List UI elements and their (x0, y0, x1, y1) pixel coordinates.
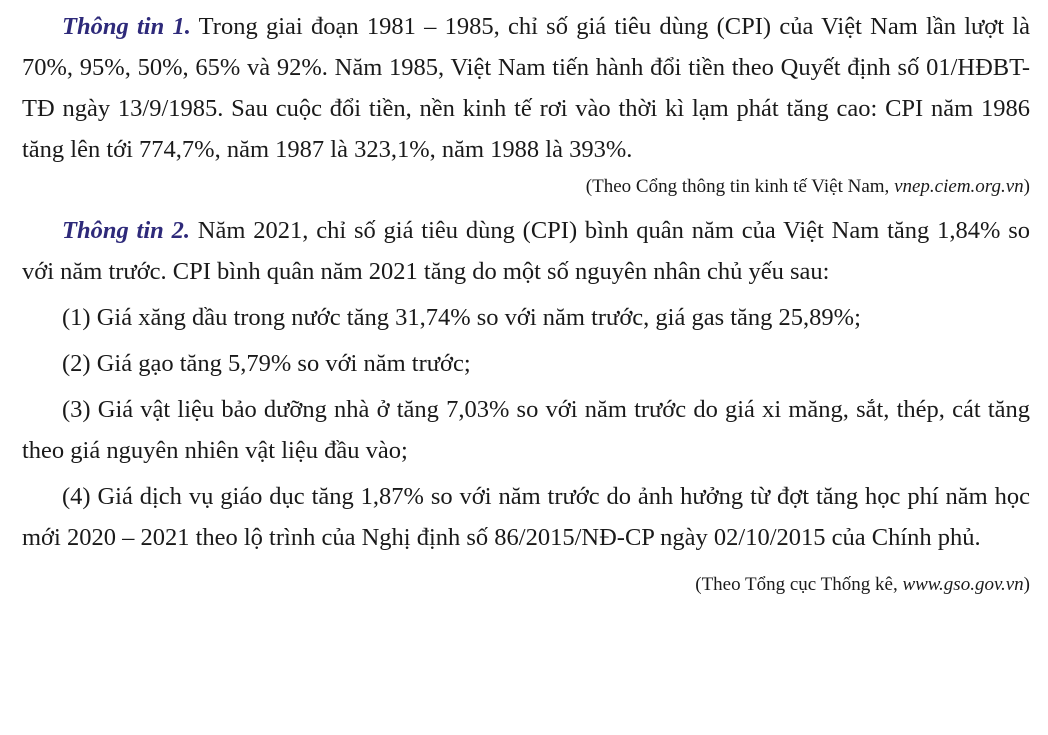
info2-source-suffix: ) (1023, 574, 1030, 595)
info2-paragraph (22, 210, 1030, 292)
info2-item-2: (2) Giá gạo tăng 5,79% so với năm trước; (62, 350, 471, 377)
info2-source (22, 570, 1030, 600)
info1-source-suffix: ) (1023, 176, 1030, 197)
info1-source-site: vnep.ciem.org.vn (894, 176, 1024, 197)
info1-label: Thông tin 1. (62, 13, 191, 40)
info1-source-prefix: (Theo Cổng thông tin kinh tế Việt Nam, (585, 176, 895, 197)
document-page (22, 6, 1030, 600)
info2-source-prefix: (Theo Tổng cục Thống kê, (695, 574, 903, 595)
info2-item-3: (3) Giá vật liệu bảo dưỡng nhà ở tăng 7,03% so với năm trước do giá xi măng, sắt, thép, cát tăng theo giá nguyên nhiên vật liệu đầu vào; (22, 396, 1030, 464)
info2-label: Thông tin 2. (62, 217, 190, 244)
info1-text: Trong giai đoạn 1981 – 1985, chỉ số giá tiêu dùng (CPI) của Việt Nam lần lượt là 70%, 95%, 50%, 65% và 92%. Năm 1985, Việt Nam tiến hành đổi tiền theo Quyết định số 01/HĐBT-TĐ ngày 13/9/1985. Sau cuộc đổi tiền, nền kinh tế rơi vào thời kì lạm phát tăng cao: CPI năm 1986 tăng lên tới 774,7%, năm 1987 là 323,1%, năm 1988 là 393%. (22, 13, 1030, 163)
info1-paragraph (22, 6, 1030, 170)
info1-source (22, 172, 1030, 202)
info2-source-site: www.gso.gov.vn (902, 574, 1024, 595)
info2-text: Năm 2021, chỉ số giá tiêu dùng (CPI) bình quân năm của Việt Nam tăng 1,84% so với năm trước. CPI bình quân năm 2021 tăng do một số nguyên nhân chủ yếu sau: (22, 217, 1030, 285)
info2-item-4: (4) Giá dịch vụ giáo dục tăng 1,87% so với năm trước do ảnh hưởng từ đợt tăng học phí năm học mới 2020 – 2021 theo lộ trình của Nghị định số 86/2015/NĐ-CP ngày 02/10/2015 của Chính phủ. (22, 483, 1030, 551)
info2-item-1: (1) Giá xăng dầu trong nước tăng 31,74% so với năm trước, giá gas tăng 25,89%; (62, 304, 861, 331)
